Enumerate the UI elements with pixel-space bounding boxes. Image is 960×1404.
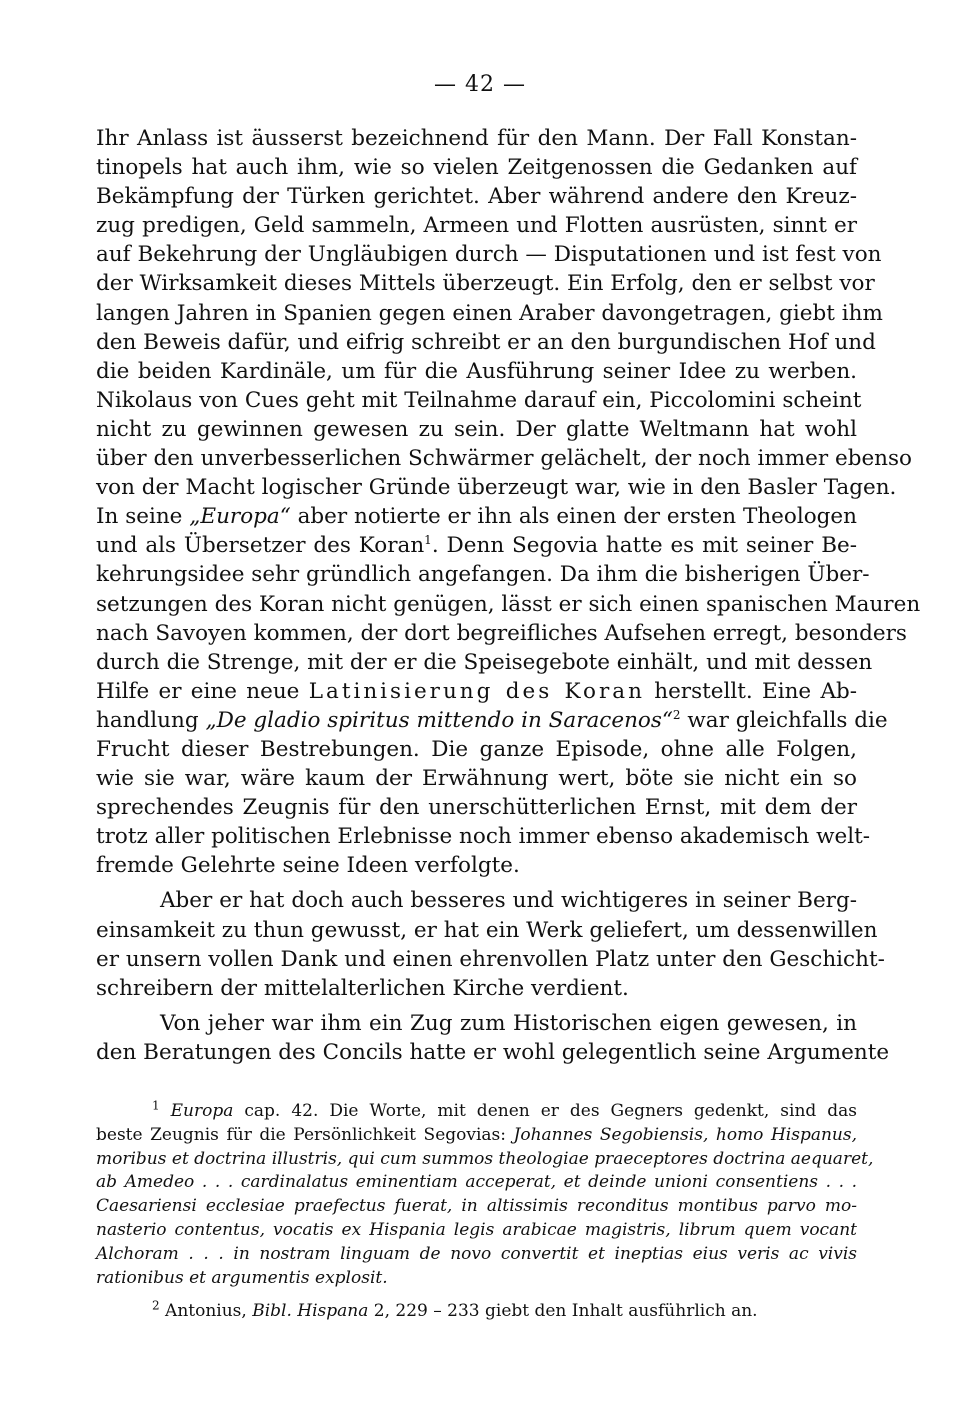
text-line: Bekämpfung der Türken gerichtet. Aber während andere den Kreuz-: [96, 184, 857, 210]
text-line: Nikolaus von Cues geht mit Teilnahme darauf ein, Piccolomini scheint: [96, 387, 862, 413]
text-span: cap. 42. Die Worte, mit denen er des Gegners gedenkt, sind das: [233, 1101, 858, 1121]
footnote-line: [96, 1100, 857, 1124]
cited-work-title: „Europa“: [189, 504, 291, 530]
footnote-line: moribus et doctrina illustris, qui cum summos theologiae praeceptores doctrina aequaret,: [96, 1148, 874, 1169]
text-span: Europa: [170, 1101, 234, 1121]
spaced-emphasis: Latinisierung des Koran: [308, 678, 645, 704]
text-line: durch die Strenge, mit der er die Speisegebote einhält, und mit dessen: [96, 649, 873, 675]
body-text: [96, 124, 921, 1067]
text-line: langen Jahren in Spanien gegen einen Araber davongetragen, giebt ihm: [96, 300, 883, 326]
text-span: In seine: [96, 504, 190, 530]
footnote-line: Alchoram . . . in nostram linguam de novo convertit et ineptias eius veris ac vivis: [96, 1243, 857, 1264]
text-line: tinopels hat auch ihm, wie so vielen Zeitgenossen die Gedanken auf: [96, 155, 857, 181]
text-line: zug predigen, Geld sammeln, Armeen und Flotten ausrüsten, sinnt er: [96, 213, 857, 239]
text-span: Johannes Segobiensis, homo Hispanus,: [513, 1124, 857, 1145]
text-line: kehrungsidee sehr gründlich angefangen. Da ihm die bisherigen Über-: [96, 562, 870, 588]
text-line: sprechendes Zeugnis für den unerschütterlichen Ernst, mit dem der: [96, 795, 857, 821]
text-span: herstellt. Eine Ab-: [644, 678, 857, 704]
footnotes: [96, 1098, 874, 1324]
text-span: Hilfe er eine neue: [96, 678, 309, 704]
text-line: schreibern der mittelalterlichen Kirche verdient.: [96, 975, 629, 1001]
cited-work-title: „De gladio spiritus mittendo in Saracenos“: [205, 707, 673, 733]
text-line: von der Macht logischer Gründe überzeugt war, wie in den Basler Tagen.: [96, 475, 897, 501]
footnote-marker: 2: [152, 1298, 160, 1313]
text-line: über den unverbesserlichen Schwärmer gelächelt, der noch immer ebenso: [96, 446, 913, 472]
footnote-line: rationibus et argumentis explosit.: [96, 1267, 388, 1288]
footnote-ref: 2: [672, 707, 681, 722]
text-span: aber notierte er ihn als einen der ersten Theologen: [290, 504, 857, 530]
text-line: auf Bekehrung der Ungläubigen durch — Disputationen und ist fest von: [96, 242, 882, 268]
footnote-2: [96, 1300, 857, 1324]
text-span: war gleichfalls die: [680, 707, 888, 733]
footnote-line: nasterio contentus, vocatis ex Hispania legis arabicae magistris, librum quem vocant: [96, 1219, 857, 1240]
text-span: 2, 229 – 233 giebt den Inhalt ausführlich an.: [368, 1301, 758, 1322]
text-line: Von jeher war ihm ein Zug zum Historischen eigen gewesen, in: [160, 1010, 857, 1036]
paragraph-2: [96, 886, 885, 1002]
text-span: . Denn Segovia hatte es mit seiner Be-: [431, 533, 857, 559]
text-line: nach Savoyen kommen, der dort begreifliches Aufsehen erregt, besonders: [96, 620, 907, 646]
text-line: wie sie war, wäre kaum der Erwähnung wert, böte sie nicht ein so: [96, 766, 857, 792]
text-line: [96, 677, 857, 706]
text-line: der Wirksamkeit dieses Mittels überzeugt. Ein Erfolg, den er selbst vor: [96, 271, 875, 297]
text-line: er unsern vollen Dank und einen ehrenvollen Platz unter den Geschicht-: [96, 946, 885, 972]
text-span: und als Übersetzer des Koran: [96, 533, 425, 559]
footnote-line: [96, 1124, 857, 1148]
footnote-1: [96, 1098, 874, 1290]
text-line: [96, 531, 857, 560]
text-line: Frucht dieser Bestrebungen. Die ganze Episode, ohne alle Folgen,: [96, 736, 857, 762]
paragraph-1: [96, 124, 921, 880]
text-line: einsamkeit zu thun gewusst, er hat ein Werk geliefert, um dessenwillen: [96, 917, 878, 943]
text-line: den Beratungen des Concils hatte er wohl gelegentlich seine Argumente: [96, 1039, 890, 1065]
text-line: die beiden Kardinäle, um für die Ausführung seiner Idee zu werben.: [96, 358, 857, 384]
text-span: Antonius,: [159, 1301, 253, 1322]
page-number: — 42 —: [434, 72, 526, 97]
text-span: Bibl. Hispana: [252, 1301, 369, 1322]
text-span: beste Zeugnis für die Persönlichkeit Segovias:: [96, 1124, 514, 1145]
text-line: trotz aller politischen Erlebnisse noch immer ebenso akademisch welt-: [96, 824, 870, 850]
footnote-line: [96, 1300, 857, 1324]
footnote-line: Caesariensi ecclesiae praefectus fuerat, in altissimis reconditus montibus parvo mo-: [96, 1196, 857, 1217]
text-line: Aber er hat doch auch besseres und wichtigeres in seiner Berg-: [160, 888, 857, 914]
footnote-line: ab Amedeo . . . cardinalatus eminentiam acceperat, et deinde unioni consentiens . . .: [96, 1172, 857, 1193]
text-line: Ihr Anlass ist äusserst bezeichnend für den Mann. Der Fall Konstan-: [96, 126, 857, 151]
footnote-ref: 1: [424, 533, 432, 548]
text-span: handlung: [96, 707, 206, 733]
footnote-marker: 1: [152, 1098, 160, 1113]
text-line: [96, 706, 888, 735]
text-line: [96, 502, 857, 531]
text-line: nicht zu gewinnen gewesen zu sein. Der glatte Weltmann hat wohl: [96, 416, 857, 442]
text-line: fremde Gelehrte seine Ideen verfolgte.: [96, 853, 520, 879]
text-line: setzungen des Koran nicht genügen, lässt er sich einen spanischen Mauren: [96, 591, 921, 617]
paragraph-3: [96, 1009, 890, 1067]
text-line: den Beweis dafür, und eifrig schreibt er an den burgundischen Hof und: [96, 329, 876, 355]
